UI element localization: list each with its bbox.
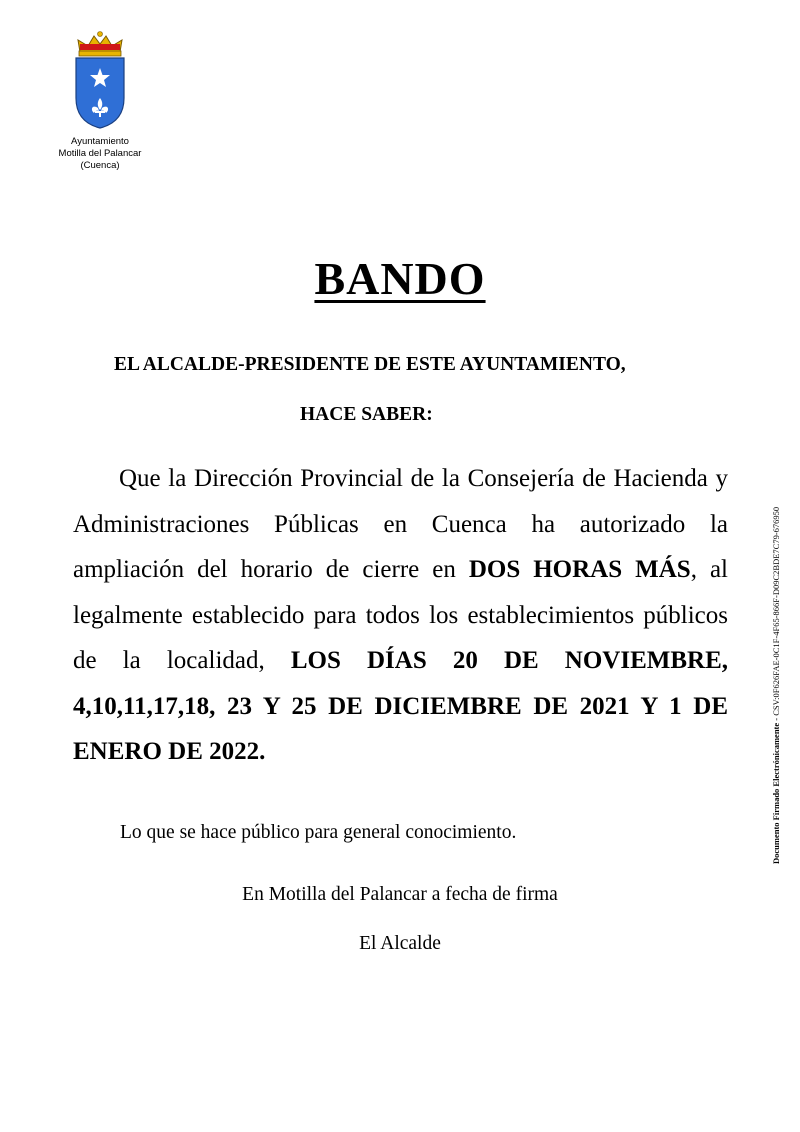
header-block [40, 30, 160, 172]
body-text: , al legalmente establecido para todos los establecimientos públicos de la localidad, [73, 556, 728, 674]
body-bold-text: DOS HORAS MÁS [468, 556, 691, 583]
document-title [0, 252, 800, 305]
public-notice-line: Lo que se hace público para general conocimiento. [120, 822, 517, 843]
announce-line: HACE SABER: [300, 404, 433, 425]
municipality-line: (Cuenca) [80, 160, 120, 171]
document-title-text: BANDO [314, 253, 486, 304]
place-date-line: En Motilla del Palancar a fecha de firma [242, 884, 558, 905]
signed-label: Documento Firmado Electrónicamente [771, 722, 781, 864]
signature-line: El Alcalde [359, 933, 441, 954]
municipality-line: Motilla del Palancar [58, 148, 142, 159]
mayor-line: EL ALCALDE-PRESIDENTE DE ESTE AYUNTAMIENTO, [114, 354, 626, 375]
announcement-body [73, 456, 728, 775]
csv-code: - CSV:0F626FAE-0C1F-4F65-866F-D09C2BDE7C79-676950 [771, 506, 781, 723]
body-bold-dates: LOS DÍAS 20 DE NOVIEMBRE, 4,10,11,17,18, 23 Y 25 DE DICIEMBRE DE 2021 Y 1 DE ENERO DE 2022. [73, 647, 729, 765]
coat-of-arms-icon [70, 30, 130, 130]
municipality-name [40, 136, 160, 172]
electronic-signature-stamp [771, 464, 781, 864]
body-text: Que la Dirección Provincial de la Consejería de Hacienda y Administraciones Públicas en Cuenca ha autorizado la ampliación del horario de cierre en [73, 465, 728, 583]
municipality-line: Ayuntamiento [71, 136, 129, 147]
